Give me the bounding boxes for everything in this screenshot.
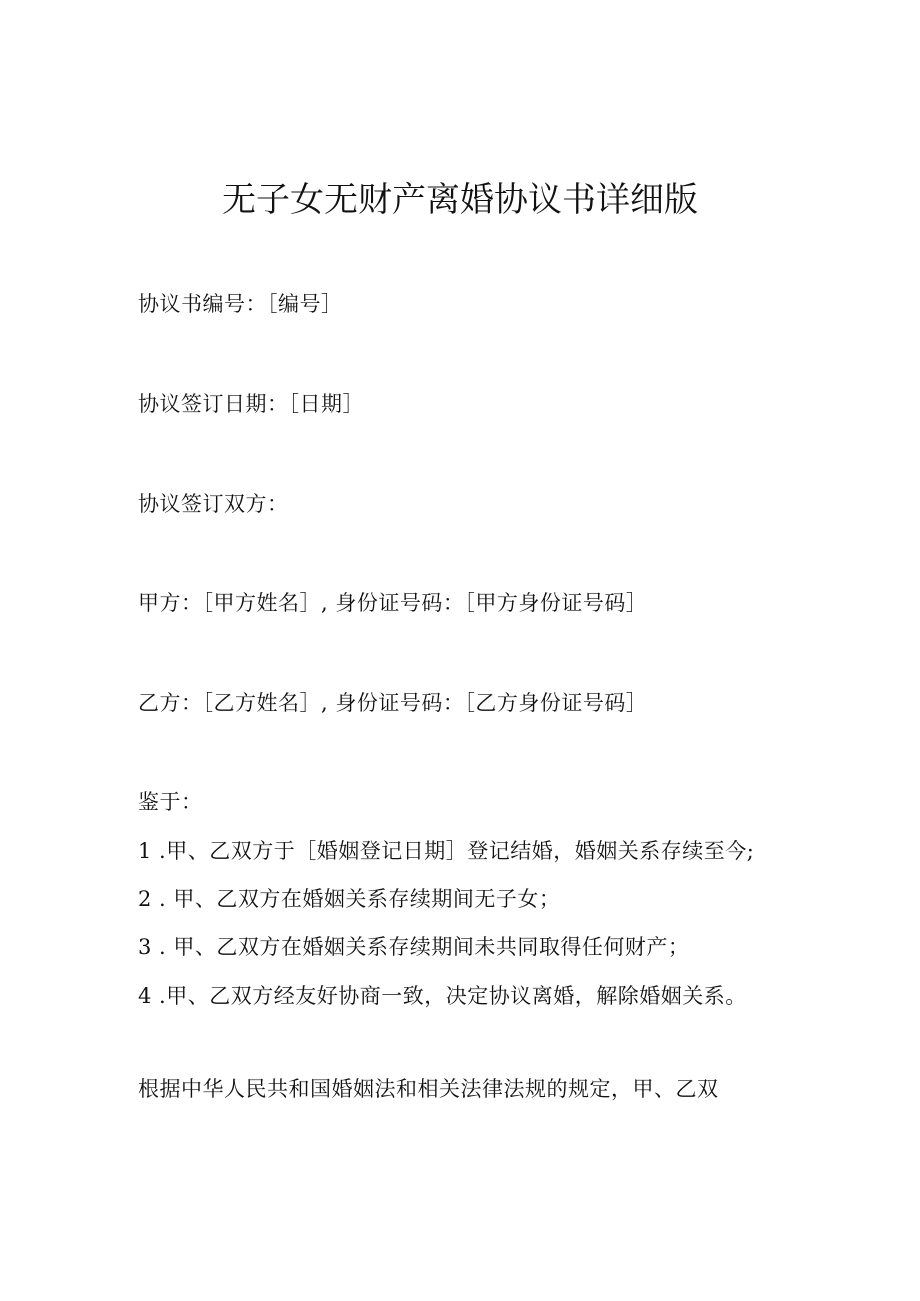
whereas-item-3: 3 . 甲、乙双方在婚姻关系存续期间未共同取得任何财产；	[138, 935, 690, 959]
party-b-line: 乙方：［乙方姓名］, 身份证号码：［乙方身份证号码］	[138, 691, 648, 715]
whereas-item-1: 1 .甲、乙双方于［婚姻登记日期］登记结婚，婚姻关系存续至今;	[138, 839, 755, 863]
party-a-line: 甲方：［甲方姓名］, 身份证号码：［甲方身份证号码］	[138, 591, 648, 615]
whereas-item-2: 2 . 甲、乙双方在婚姻关系存续期间无子女；	[138, 887, 561, 911]
parties-heading: 协议签订双方：	[138, 492, 289, 516]
agreement-number: 协议书编号：［编号］	[138, 292, 343, 316]
signing-date: 协议签订日期：［日期］	[138, 392, 364, 416]
document-title: 无子女无财产离婚协议书详细版	[222, 180, 698, 220]
closing-paragraph: 根据中华人民共和国婚姻法和相关法律法规的规定，甲、乙双	[138, 1077, 719, 1101]
whereas-heading: 鉴于：	[138, 790, 203, 814]
whereas-item-4: 4 .甲、乙双方经友好协商一致，决定协议离婚，解除婚姻关系。	[138, 984, 747, 1008]
